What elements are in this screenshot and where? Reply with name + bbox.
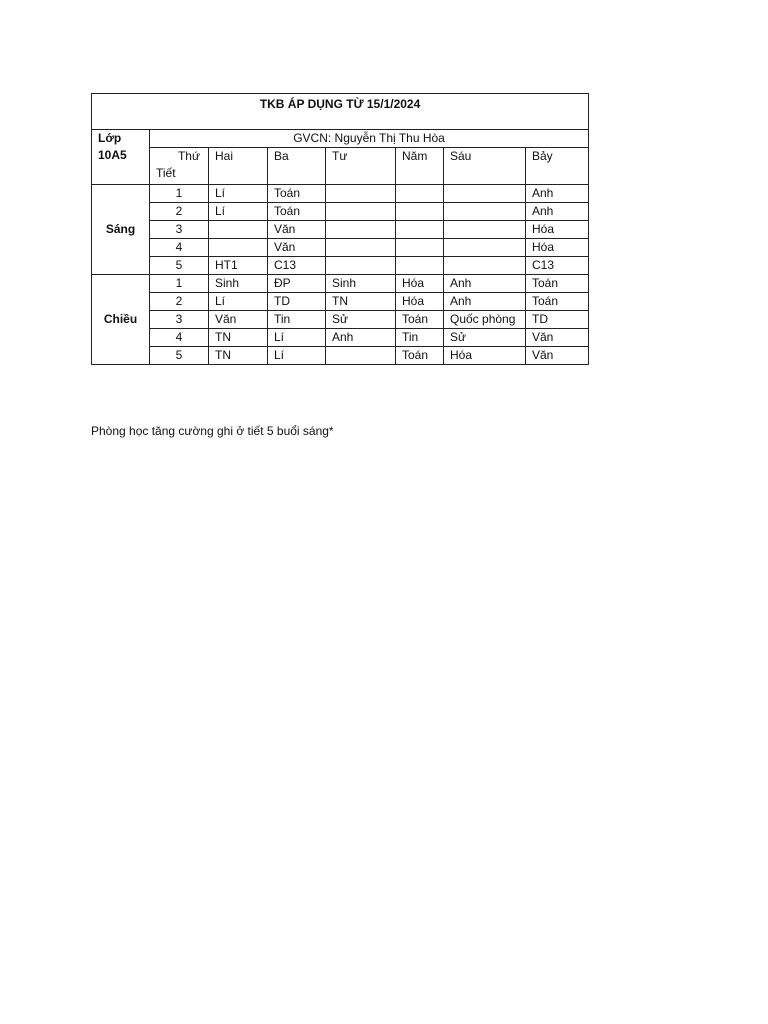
- period-number: 4: [150, 329, 209, 347]
- period-number: 3: [150, 221, 209, 239]
- subject-cell: Văn: [209, 311, 268, 329]
- subject-cell: Lí: [268, 329, 326, 347]
- period-number: 5: [150, 347, 209, 365]
- subject-cell: Lí: [209, 185, 268, 203]
- period-number: 1: [150, 275, 209, 293]
- subject-cell: [396, 185, 444, 203]
- subject-cell: [396, 257, 444, 275]
- table-row: [92, 239, 589, 257]
- subject-cell: [326, 347, 396, 365]
- subject-cell: [444, 203, 526, 221]
- gvcn-row: [92, 130, 589, 148]
- subject-cell: [396, 203, 444, 221]
- subject-cell: Toán: [396, 347, 444, 365]
- title-row: [92, 94, 589, 130]
- subject-cell: [444, 221, 526, 239]
- subject-cell: TD: [268, 293, 326, 311]
- subject-cell: Anh: [444, 293, 526, 311]
- class-label: Lớp 10A5: [92, 130, 150, 185]
- table-row: [92, 203, 589, 221]
- subject-cell: [444, 239, 526, 257]
- subject-cell: [326, 257, 396, 275]
- subject-cell: TN: [209, 329, 268, 347]
- subject-cell: Sử: [444, 329, 526, 347]
- table-row: [92, 311, 589, 329]
- subject-cell: Toán: [526, 293, 589, 311]
- subject-cell: Anh: [526, 185, 589, 203]
- subject-cell: [326, 239, 396, 257]
- subject-cell: [326, 203, 396, 221]
- corner-period-label: Tiết: [156, 166, 176, 180]
- day-header: Tư: [326, 148, 396, 185]
- subject-cell: Sử: [326, 311, 396, 329]
- subject-cell: C13: [268, 257, 326, 275]
- period-number: 2: [150, 293, 209, 311]
- corner-cell: [150, 148, 209, 185]
- day-header-row: [92, 148, 589, 185]
- table-row: [92, 221, 589, 239]
- subject-cell: ĐP: [268, 275, 326, 293]
- subject-cell: [209, 239, 268, 257]
- table-row: [92, 257, 589, 275]
- period-number: 3: [150, 311, 209, 329]
- subject-cell: [396, 221, 444, 239]
- subject-cell: Sinh: [326, 275, 396, 293]
- period-number: 1: [150, 185, 209, 203]
- subject-cell: Văn: [526, 329, 589, 347]
- timetable-title: TKB ÁP DỤNG TỪ 15/1/2024: [92, 94, 589, 130]
- subject-cell: HT1: [209, 257, 268, 275]
- day-header: Sáu: [444, 148, 526, 185]
- subject-cell: TN: [326, 293, 396, 311]
- day-header: Ba: [268, 148, 326, 185]
- table-row: [92, 293, 589, 311]
- table-row: [92, 347, 589, 365]
- subject-cell: [444, 257, 526, 275]
- day-header: Bảy: [526, 148, 589, 185]
- subject-cell: [326, 221, 396, 239]
- subject-cell: Văn: [526, 347, 589, 365]
- period-number: 5: [150, 257, 209, 275]
- subject-cell: TD: [526, 311, 589, 329]
- subject-cell: Hóa: [396, 293, 444, 311]
- table-row: [92, 329, 589, 347]
- gvcn-label: GVCN: Nguyễn Thị Thu Hòa: [150, 130, 589, 148]
- timetable: [91, 93, 589, 365]
- period-number: 2: [150, 203, 209, 221]
- subject-cell: Văn: [268, 221, 326, 239]
- subject-cell: Quốc phòng: [444, 311, 526, 329]
- day-header: Hai: [209, 148, 268, 185]
- footnote: Phòng học tăng cường ghi ở tiết 5 buổi sáng*: [91, 424, 334, 438]
- session-label: Chiều: [92, 275, 150, 365]
- subject-cell: Toán: [526, 275, 589, 293]
- subject-cell: Tin: [396, 329, 444, 347]
- period-number: 4: [150, 239, 209, 257]
- subject-cell: Toán: [396, 311, 444, 329]
- corner-day-label: Thứ: [177, 149, 200, 163]
- subject-cell: Hóa: [396, 275, 444, 293]
- subject-cell: [396, 239, 444, 257]
- table-row: [92, 185, 589, 203]
- subject-cell: Toán: [268, 185, 326, 203]
- subject-cell: Tin: [268, 311, 326, 329]
- subject-cell: Lí: [209, 203, 268, 221]
- subject-cell: Toán: [268, 203, 326, 221]
- subject-cell: Hóa: [526, 239, 589, 257]
- subject-cell: Anh: [444, 275, 526, 293]
- subject-cell: Lí: [268, 347, 326, 365]
- session-label: Sáng: [92, 185, 150, 275]
- subject-cell: [326, 185, 396, 203]
- day-header: Năm: [396, 148, 444, 185]
- subject-cell: Anh: [526, 203, 589, 221]
- table-row: [92, 275, 589, 293]
- subject-cell: Hóa: [444, 347, 526, 365]
- subject-cell: [209, 221, 268, 239]
- subject-cell: Hóa: [526, 221, 589, 239]
- subject-cell: C13: [526, 257, 589, 275]
- subject-cell: Lí: [209, 293, 268, 311]
- subject-cell: [444, 185, 526, 203]
- subject-cell: Anh: [326, 329, 396, 347]
- subject-cell: TN: [209, 347, 268, 365]
- subject-cell: Sinh: [209, 275, 268, 293]
- subject-cell: Văn: [268, 239, 326, 257]
